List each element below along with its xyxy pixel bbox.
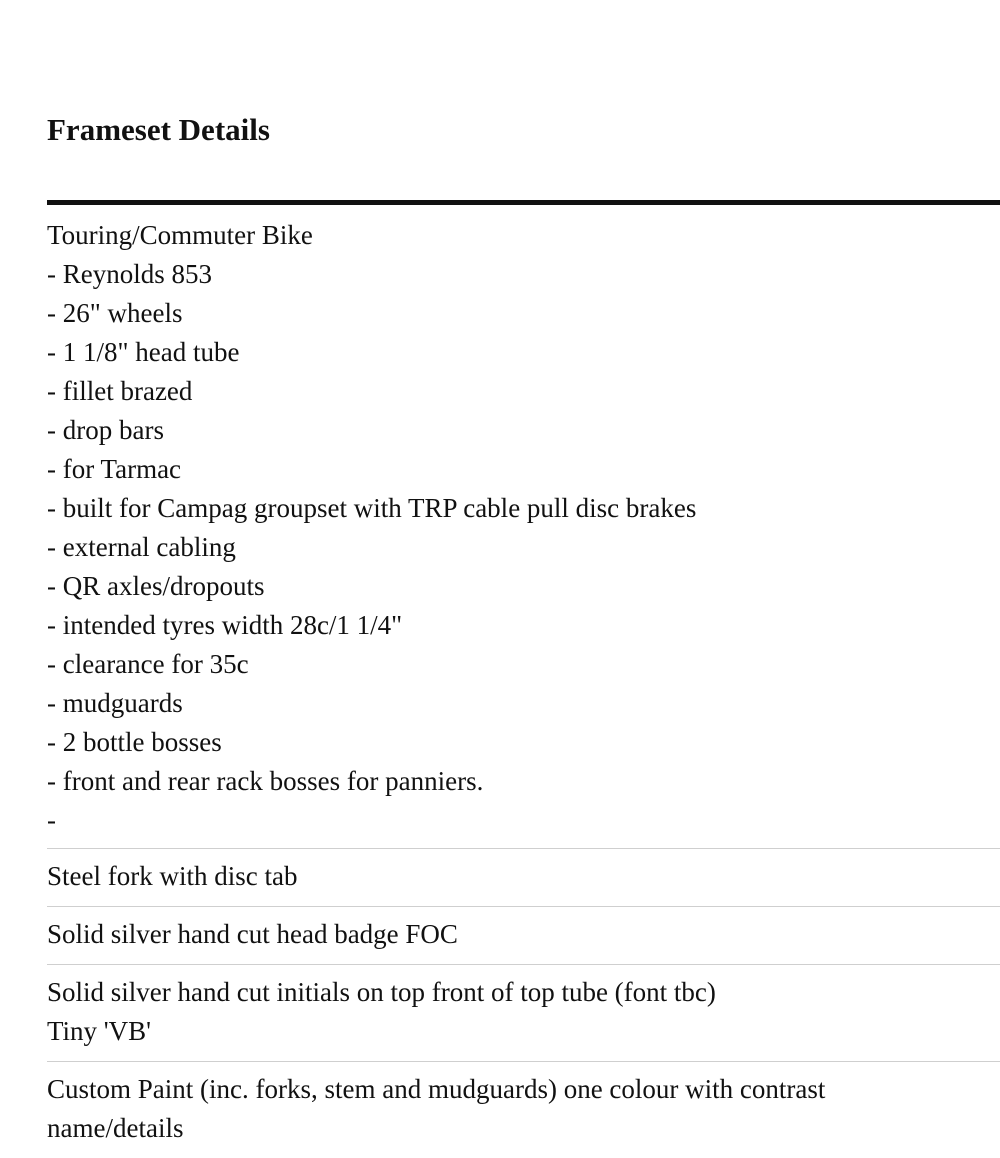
row-text: Solid silver hand cut head badge FOC [47, 919, 458, 949]
spec-item: - built for Campag groupset with TRP cable pull disc brakes [47, 493, 697, 523]
initials-row [47, 964, 1000, 1061]
row-text: name/details [47, 1113, 184, 1143]
spec-item: - Reynolds 853 [47, 259, 212, 289]
header-divider [47, 200, 1000, 205]
paint-row [47, 1061, 1000, 1158]
spec-item: - intended tyres width 28c/1 1/4" [47, 610, 403, 640]
spec-item: - front and rear rack bosses for panniers. [47, 766, 484, 796]
row-text: Custom Paint (inc. forks, stem and mudguards) one colour with contrast [47, 1074, 826, 1104]
row-text: Steel fork with disc tab [47, 861, 298, 891]
spec-row [47, 216, 1000, 848]
spec-item: - mudguards [47, 688, 183, 718]
head-badge-row [47, 906, 1000, 964]
row-text: Tiny 'VB' [47, 1016, 152, 1046]
spec-heading: Touring/Commuter Bike [47, 220, 313, 250]
spec-item: - QR axles/dropouts [47, 571, 265, 601]
spec-item: - fillet brazed [47, 376, 193, 406]
spec-item: - 26" wheels [47, 298, 183, 328]
fork-row [47, 848, 1000, 906]
spec-item: - drop bars [47, 415, 164, 445]
row-text: Solid silver hand cut initials on top front of top tube (font tbc) [47, 977, 716, 1007]
spec-item: - 2 bottle bosses [47, 727, 222, 757]
frameset-details-list [47, 216, 1000, 1158]
spec-item: - 1 1/8" head tube [47, 337, 240, 367]
spec-item: - [47, 805, 56, 835]
spec-item: - clearance for 35c [47, 649, 249, 679]
section-title: Frameset Details [47, 112, 270, 147]
spec-item: - for Tarmac [47, 454, 182, 484]
spec-item: - external cabling [47, 532, 236, 562]
